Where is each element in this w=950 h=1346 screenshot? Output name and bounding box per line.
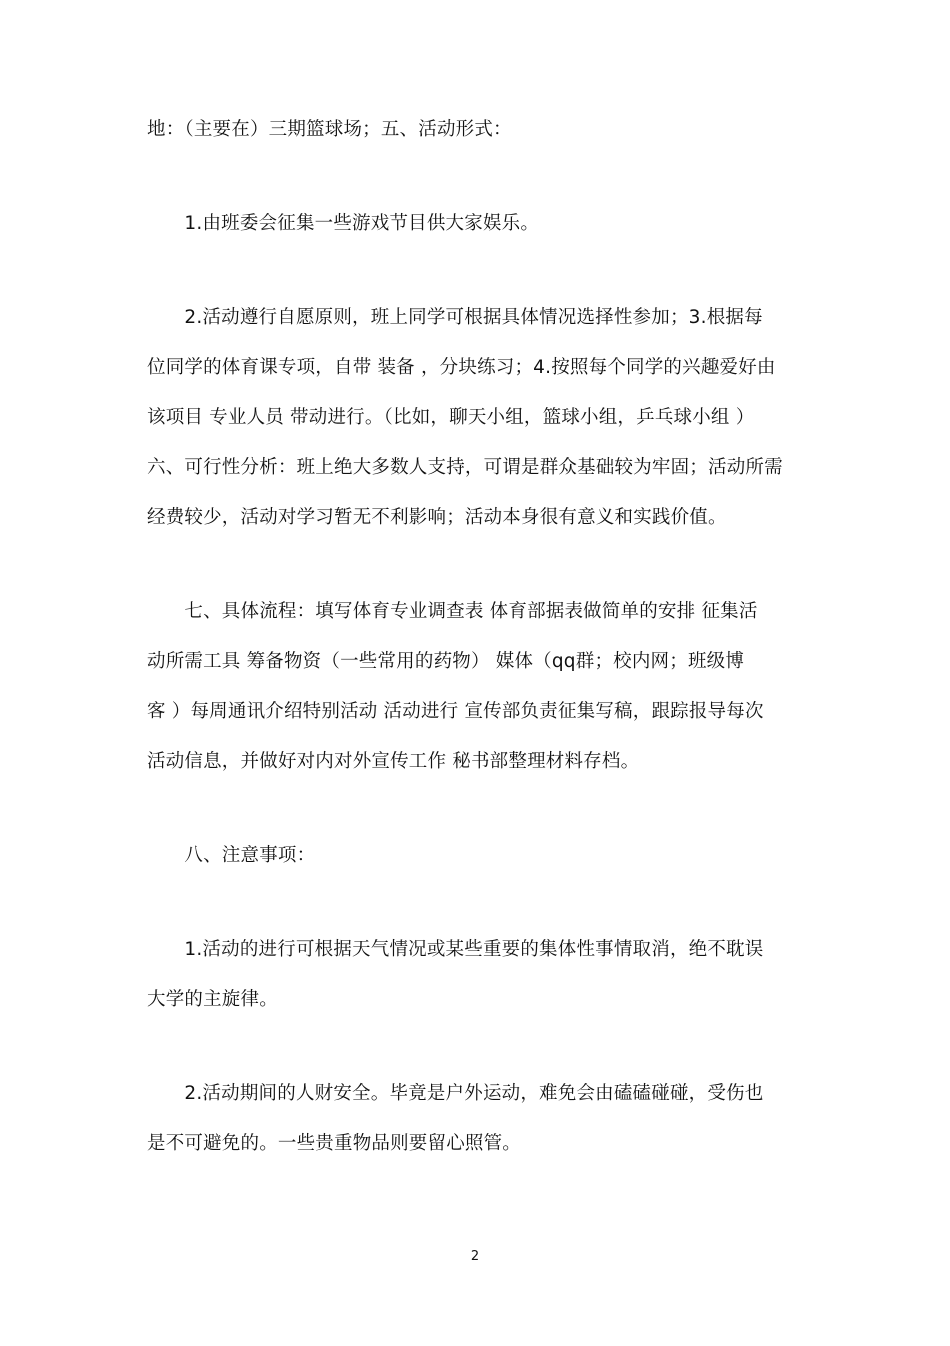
text-line-13: 1.活动的进行可根据天气情况或某些重要的集体性事情取消，绝不耽误 — [147, 939, 764, 960]
text-line-8: 七、具体流程：填写体育专业调查表 体育部据表做简单的安排 征集活 — [147, 601, 758, 622]
text-line-2: 1.由班委会征集一些游戏节目供大家娱乐。 — [147, 213, 540, 234]
page-number: 2 — [470, 1249, 480, 1264]
text-line-4: 位同学的体育课专项，自带 装备 ，分块练习；4.按照每个同学的兴趣爱好由 — [147, 357, 776, 378]
text-line-14: 大学的主旋律。 — [147, 989, 278, 1010]
text-line-11: 活动信息，并做好对内对外宣传工作 秘书部整理材料存档。 — [147, 751, 640, 772]
text-line-16: 是不可避免的。一些贵重物品则要留心照管。 — [147, 1133, 522, 1154]
text-line-6: 六、可行性分析：班上绝大多数人支持，可谓是群众基础较为牢固；活动所需 — [147, 457, 783, 478]
text-line-12: 八、注意事项： — [147, 845, 316, 866]
text-line-9: 动所需工具 筹备物资（一些常用的药物） 媒体（qq群；校内网；班级博 — [147, 651, 745, 672]
text-line-10: 客 ）每周通讯介绍特别活动 活动进行 宣传部负责征集写稿，跟踪报导每次 — [147, 701, 764, 722]
text-line-7: 经费较少，活动对学习暂无不利影响；活动本身很有意义和实践价值。 — [147, 507, 727, 528]
text-line-3: 2.活动遵行自愿原则，班上同学可根据具体情况选择性参加；3.根据每 — [147, 307, 763, 328]
text-line-5: 该项目 专业人员 带动进行。（比如，聊天小组，篮球小组，乒乓球小组 ） — [147, 407, 755, 428]
text-line-15: 2.活动期间的人财安全。毕竟是户外运动，难免会由磕磕碰碰，受伤也 — [147, 1083, 764, 1104]
text-line-1: 地：（主要在）三期篮球场；五、活动形式： — [147, 119, 512, 140]
